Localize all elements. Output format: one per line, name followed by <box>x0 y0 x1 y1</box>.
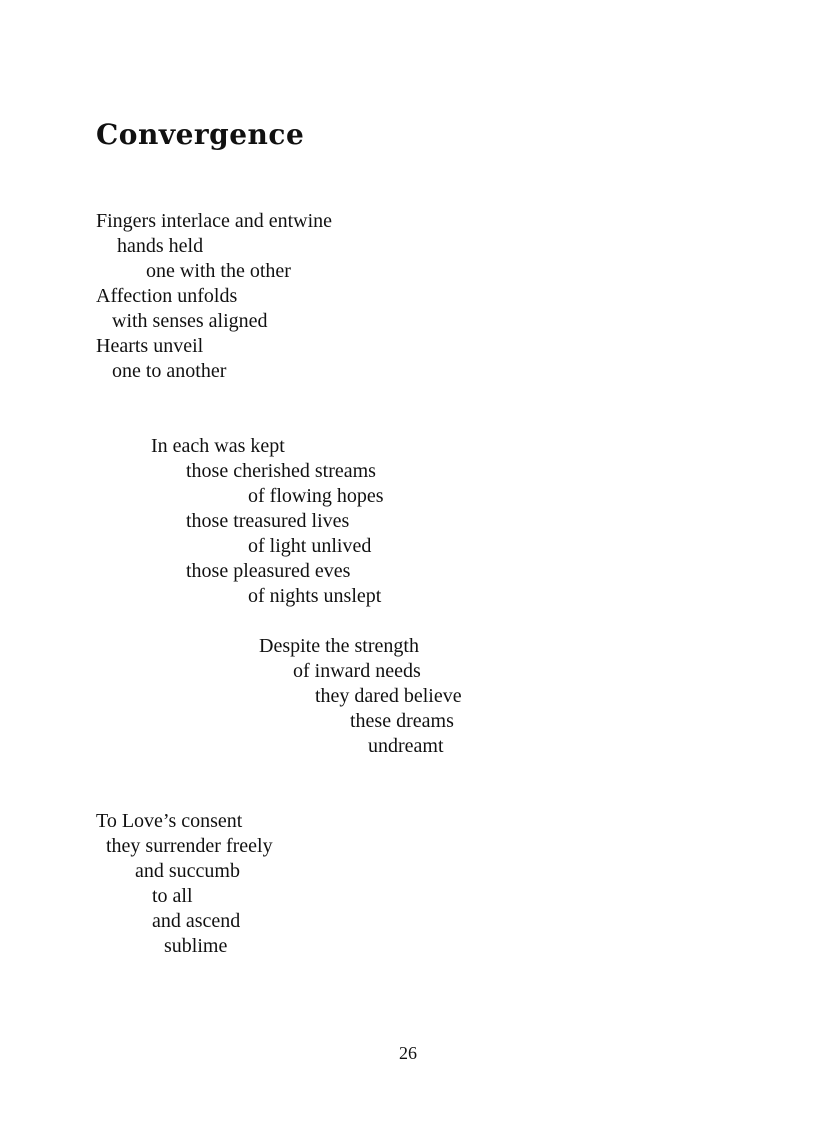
poem-line: Hearts unveil <box>96 335 204 357</box>
poem-line: one with the other <box>146 260 291 282</box>
poem-line: those pleasured eves <box>186 560 351 582</box>
poem-line: to all <box>152 885 193 907</box>
page-number: 26 <box>399 1043 417 1063</box>
poem-line: Fingers interlace and entwine <box>96 210 333 232</box>
poem-line: with senses aligned <box>112 310 268 332</box>
poem-line: and ascend <box>152 910 241 932</box>
poem-line: Affection unfolds <box>96 285 238 307</box>
poem-line: these dreams <box>350 710 454 732</box>
poem-line: undreamt <box>368 735 444 757</box>
poem-line: In each was kept <box>151 435 285 457</box>
poem-line: those cherished streams <box>186 460 376 482</box>
poem-line: of nights unslept <box>248 585 382 607</box>
poem-line: they dared believe <box>315 685 462 707</box>
poem-line: they surrender freely <box>106 835 273 857</box>
poem-line: those treasured lives <box>186 510 350 532</box>
poem-line: hands held <box>117 235 204 257</box>
poem-line: Despite the strength <box>259 635 419 657</box>
poem-line: of flowing hopes <box>248 485 384 507</box>
poem-line: of light unlived <box>248 535 372 557</box>
poem-line: To Love’s consent <box>96 810 243 832</box>
poem-line: of inward needs <box>293 660 421 682</box>
poem-title: Convergence <box>96 118 305 151</box>
poem-line: one to another <box>112 360 227 382</box>
poem-line: and succumb <box>135 860 240 882</box>
poem-line: sublime <box>164 935 228 957</box>
